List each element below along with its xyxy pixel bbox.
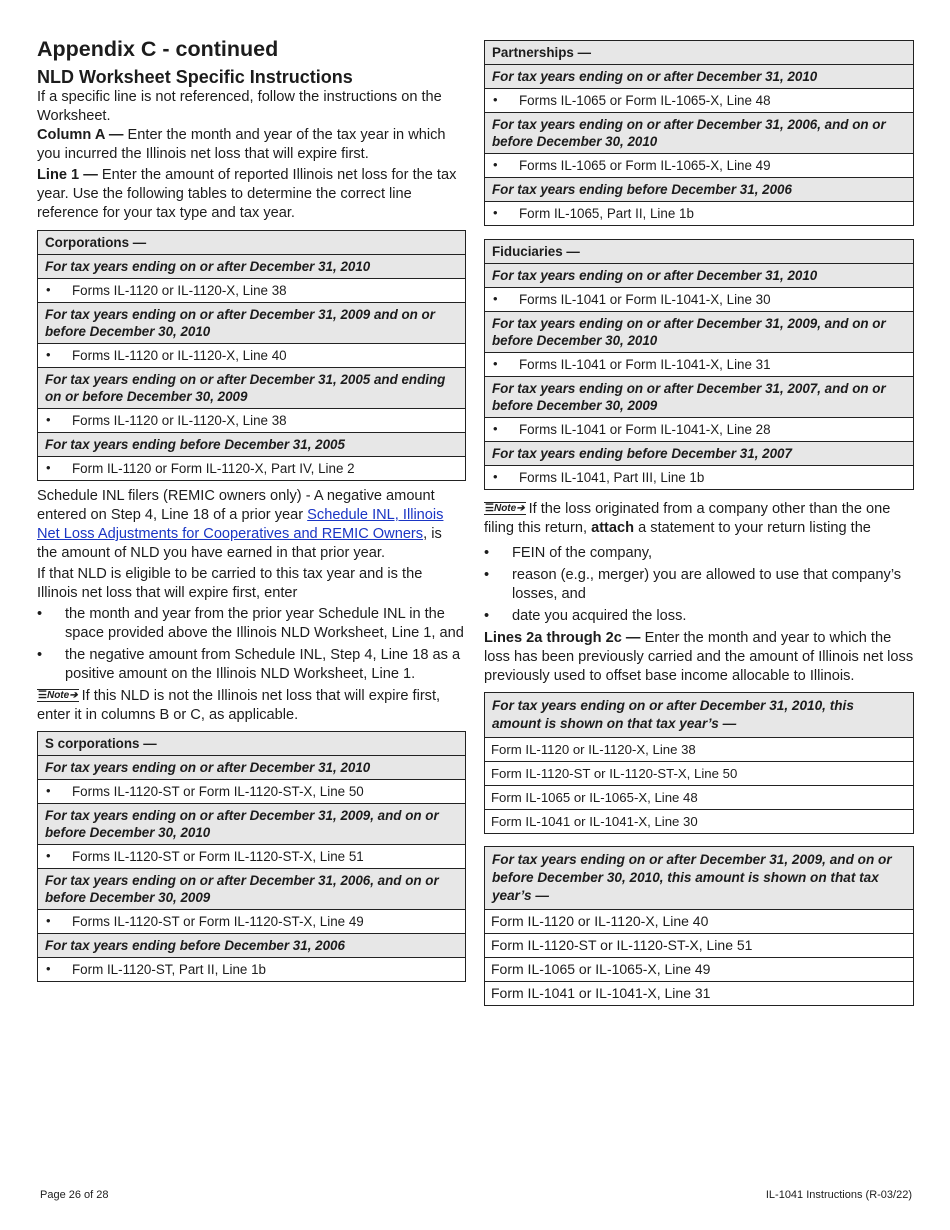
form-row: • Forms IL-1041 or Form IL-1041-X, Line 28 — [485, 418, 914, 442]
column-a-instruction: Column A — Enter the month and year of the tax year in which you incurred the Illinois net loss that will expire first. — [37, 127, 446, 162]
period-row: For tax years ending before December 31, 2007 — [485, 442, 914, 466]
line1-instruction: Line 1 — Enter the amount of reported Illinois net loss for the tax year. Use the following tables to determine the correct line reference for your tax type and tax year. — [37, 167, 457, 221]
form-row: • Forms IL-1120-ST or Form IL-1120-ST-X, Line 49 — [38, 910, 466, 934]
fiduciaries-table — [484, 239, 914, 490]
form-row: • Forms IL-1065 or Form IL-1065-X, Line 49 — [485, 154, 914, 178]
table-row: Form IL-1065 or IL-1065-X, Line 49 — [485, 958, 914, 982]
form-row: • Forms IL-1065 or Form IL-1065-X, Line 48 — [485, 89, 914, 113]
form-row: • Forms IL-1120 or IL-1120-X, Line 38 — [38, 279, 466, 303]
period-row: For tax years ending on or after December 31, 2010 — [485, 264, 914, 288]
section-subheading: NLD Worksheet Specific Instructions — [37, 67, 353, 87]
table-row: Form IL-1041 or IL-1041-X, Line 30 — [485, 810, 914, 834]
table-title: For tax years ending on or after December 31, 2010, this amount is shown on that tax year’s — — [485, 693, 914, 738]
eligible-list — [37, 605, 466, 684]
period-row: For tax years ending on or after December 31, 2006, and on or before December 30, 2009 — [38, 869, 466, 910]
table-row: Form IL-1120 or IL-1120-X, Line 38 — [485, 738, 914, 762]
table-row: Form IL-1041 or IL-1041-X, Line 31 — [485, 982, 914, 1006]
lines-2a-2c-instruction: Lines 2a through 2c — Enter the month and year to which the loss has been previously carried and the amount of Illinois net loss previously used to offset base income allocable to Illinois. — [484, 630, 914, 684]
form-row: • Forms IL-1120-ST or Form IL-1120-ST-X, Line 50 — [38, 780, 466, 804]
list-item: • reason (e.g., merger) you are allowed to use that company’s losses, and — [484, 567, 902, 602]
table-title: For tax years ending on or after December 31, 2009, and on or before December 30, 2010, this amount is shown on that tax year’s — — [485, 847, 914, 910]
period-row: For tax years ending on or after December 31, 2009 and on or before December 30, 2010 — [38, 303, 466, 344]
eligible-text: If that NLD is eligible to be carried to this tax year and is the Illinois net loss that will expire first, enter — [37, 566, 423, 601]
table-title: Corporations — — [38, 231, 466, 255]
form-row: • Forms IL-1041 or Form IL-1041-X, Line 31 — [485, 353, 914, 377]
period-row: For tax years ending on or after December 31, 2007, and on or before December 30, 2009 — [485, 377, 914, 418]
period-row: For tax years ending before December 31, 2006 — [38, 934, 466, 958]
period-row: For tax years ending before December 31, 2006 — [485, 178, 914, 202]
form-row: • Form IL-1120-ST, Part II, Line 1b — [38, 958, 466, 982]
form-row: • Forms IL-1120 or IL-1120-X, Line 38 — [38, 409, 466, 433]
period-row: For tax years ending on or after December 31, 2010 — [38, 756, 466, 780]
table-row: Form IL-1120 or IL-1120-X, Line 40 — [485, 910, 914, 934]
form-row: • Form IL-1120 or Form IL-1120-X, Part IV, Line 2 — [38, 457, 466, 481]
period-row: For tax years ending before December 31, 2005 — [38, 433, 466, 457]
list-item: • the month and year from the prior year Schedule INL in the space provided above the Illinois NLD Worksheet, Line 1, and — [37, 606, 464, 641]
table-row: Form IL-1065 or IL-1065-X, Line 48 — [485, 786, 914, 810]
note-2: ☰Note➔ If the loss originated from a company other than the one filing this return, attach a statement to your return listing the — [484, 501, 891, 536]
period-row: For tax years ending on or after December 31, 2010 — [485, 65, 914, 89]
list-item: • the negative amount from Schedule INL, Step 4, Line 18 as a positive amount on the Illinois NLD Worksheet, Line 1. — [37, 647, 461, 682]
note-2-list — [484, 544, 914, 626]
table-row: Form IL-1120-ST or IL-1120-ST-X, Line 50 — [485, 762, 914, 786]
table-title: Partnerships — — [485, 41, 914, 65]
note-1: ☰Note➔ If this NLD is not the Illinois net loss that will expire first, enter it in columns B or C, as applicable. — [37, 688, 441, 723]
list-item: • date you acquired the loss. — [484, 608, 687, 624]
schedule-inl-link[interactable]: Schedule INL, Illinois Net Loss Adjustments for Cooperatives and REMIC Owners — [37, 507, 444, 542]
note-icon: ☰Note➔ — [485, 503, 525, 514]
form-reference: IL-1041 Instructions (R-03/22) — [765, 1189, 912, 1201]
table-title: S corporations — — [38, 732, 466, 756]
period-row: For tax years ending on or after December 31, 2005 and ending on or before December 30, 2009 — [38, 368, 466, 409]
right-column — [484, 40, 914, 1006]
form-row: • Forms IL-1120-ST or Form IL-1120-ST-X, Line 51 — [38, 845, 466, 869]
note-icon: ☰Note➔ — [38, 690, 78, 701]
left-column — [37, 36, 466, 982]
form-row: • Forms IL-1041, Part III, Line 1b — [485, 466, 914, 490]
form-row: • Form IL-1065, Part II, Line 1b — [485, 202, 914, 226]
table-row: Form IL-1120-ST or IL-1120-ST-X, Line 51 — [485, 934, 914, 958]
period-row: For tax years ending on or after December 31, 2009, and on or before December 30, 2010 — [38, 804, 466, 845]
table-title: Fiduciaries — — [485, 240, 914, 264]
page-number: Page 26 of 28 — [40, 1189, 109, 1201]
intro-text: If a specific line is not referenced, follow the instructions on the Worksheet. — [37, 89, 442, 124]
list-item: • FEIN of the company, — [484, 545, 653, 561]
period-row: For tax years ending on or after December 31, 2009, and on or before December 30, 2010 — [485, 312, 914, 353]
period-row: For tax years ending on or after December 31, 2006, and on or before December 30, 2010 — [485, 113, 914, 154]
s-corporations-table — [37, 731, 466, 982]
page-heading: Appendix C - continued — [37, 37, 279, 61]
form-row: • Forms IL-1041 or Form IL-1041-X, Line 30 — [485, 288, 914, 312]
period-row: For tax years ending on or after December 31, 2010 — [38, 255, 466, 279]
corporations-table — [37, 230, 466, 481]
schedule-inl-text: Schedule INL filers (REMIC owners only) - A negative amount entered on Step 4, Line 18 of a prior year Schedule INL, Illinois Net Loss Adjustments for Cooperatives and REMIC Owners, is the amount of NLD you have earned in that prior year. — [37, 488, 444, 561]
partnerships-table — [484, 40, 914, 226]
table-2010-line-reference — [484, 692, 914, 834]
form-row: • Forms IL-1120 or IL-1120-X, Line 40 — [38, 344, 466, 368]
table-2009-line-reference — [484, 846, 914, 1006]
